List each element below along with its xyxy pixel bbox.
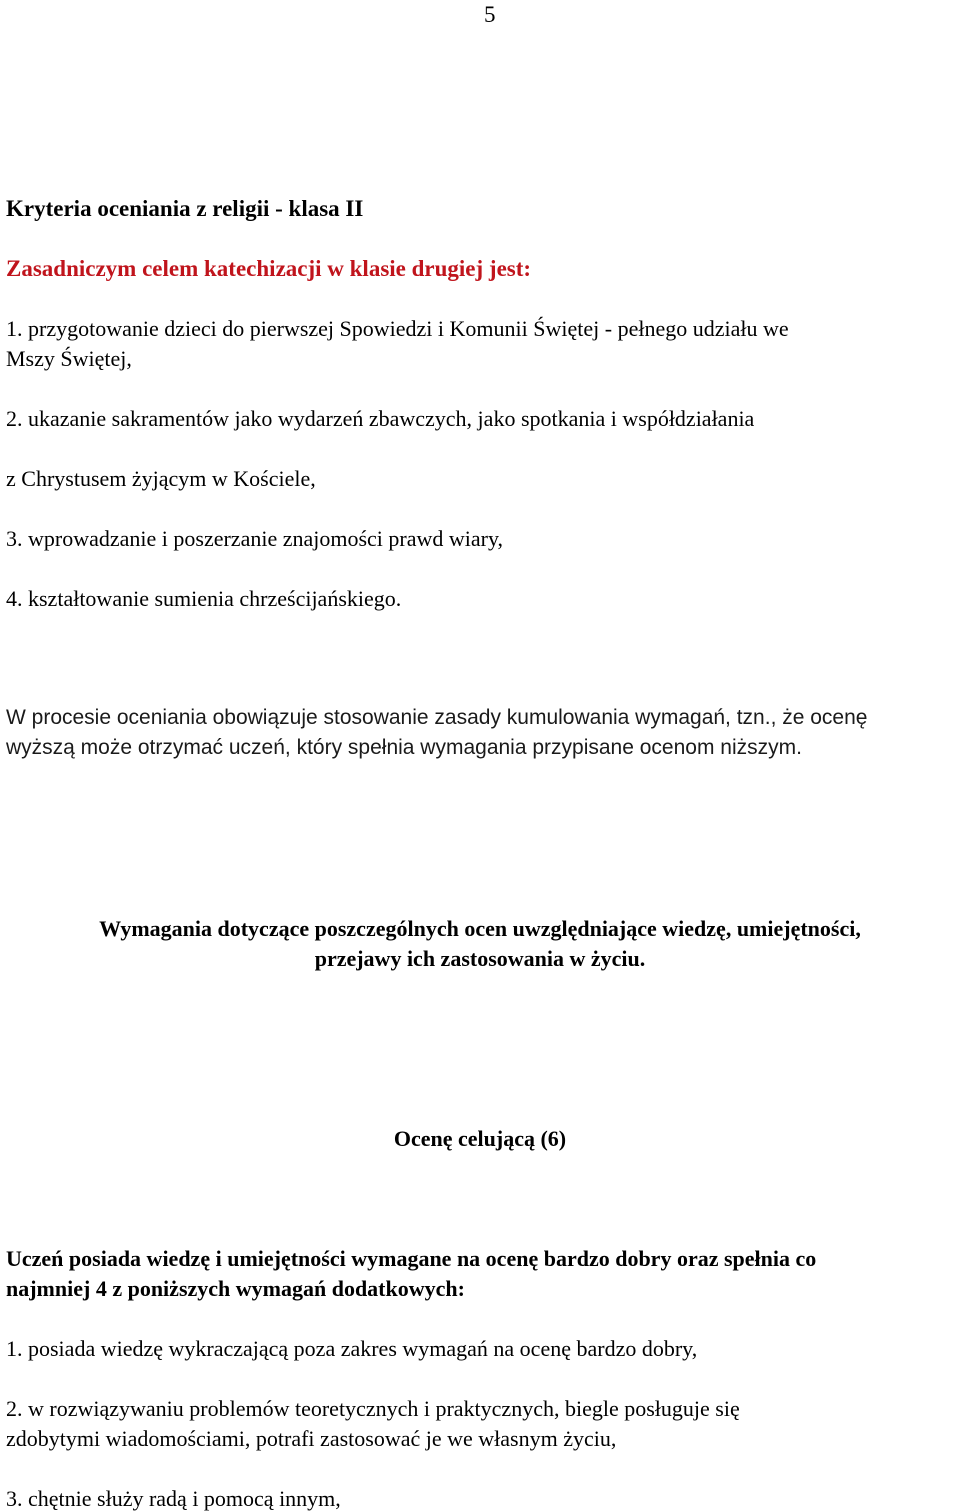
page-number: 5	[484, 2, 496, 27]
document-title: Kryteria oceniania z religii - klasa II	[6, 196, 364, 221]
grade-heading: Ocenę celującą (6)	[393, 1126, 567, 1151]
goal-line-4: 4. kształtowanie sumienia chrześcijańskiego.	[6, 586, 402, 611]
grade-item-2-cont: zdobytymi wiadomościami, potrafi zastosować je we własnym życiu,	[6, 1426, 617, 1451]
requirements-heading-line-1: Wymagania dotyczące poszczególnych ocen uwzględniające wiedzę, umiejętności,	[99, 916, 861, 941]
goal-line-1-cont: Mszy Świętej,	[6, 346, 132, 371]
goal-line-3: 3. wprowadzanie i poszerzanie znajomości prawd wiary,	[6, 526, 504, 551]
goal-line-2-cont: z Chrystusem żyjącym w Kościele,	[6, 466, 316, 491]
grade-item-2: 2. w rozwiązywaniu problemów teoretycznych i praktycznych, biegle posługuje się	[6, 1396, 740, 1421]
goals-subtitle: Zasadniczym celem katechizacji w klasie drugiej jest:	[6, 256, 532, 281]
goal-line-2: 2. ukazanie sakramentów jako wydarzeń zbawczych, jako spotkania i współdziałania	[6, 406, 755, 431]
grade-intro-line-1: Uczeń posiada wiedzę i umiejętności wymagane na ocenę bardzo dobry oraz spełnia co	[6, 1246, 817, 1271]
grade-item-1: 1. posiada wiedzę wykraczającą poza zakres wymagań na ocenę bardzo dobry,	[6, 1336, 698, 1361]
grade-item-3: 3. chętnie służy radą i pomocą innym,	[6, 1486, 341, 1511]
goal-line-1: 1. przygotowanie dzieci do pierwszej Spowiedzi i Komunii Świętej - pełnego udziału we	[6, 316, 789, 341]
principle-line-2: wyższą może otrzymać uczeń, który spełnia wymagania przypisane ocenom niższym.	[6, 736, 802, 759]
requirements-heading-line-2: przejawy ich zastosowania w życiu.	[314, 946, 646, 971]
grade-intro-line-2: najmniej 4 z poniższych wymagań dodatkowych:	[6, 1276, 465, 1301]
principle-line-1: W procesie oceniania obowiązuje stosowanie zasady kumulowania wymagań, tzn., że ocenę	[6, 706, 868, 729]
